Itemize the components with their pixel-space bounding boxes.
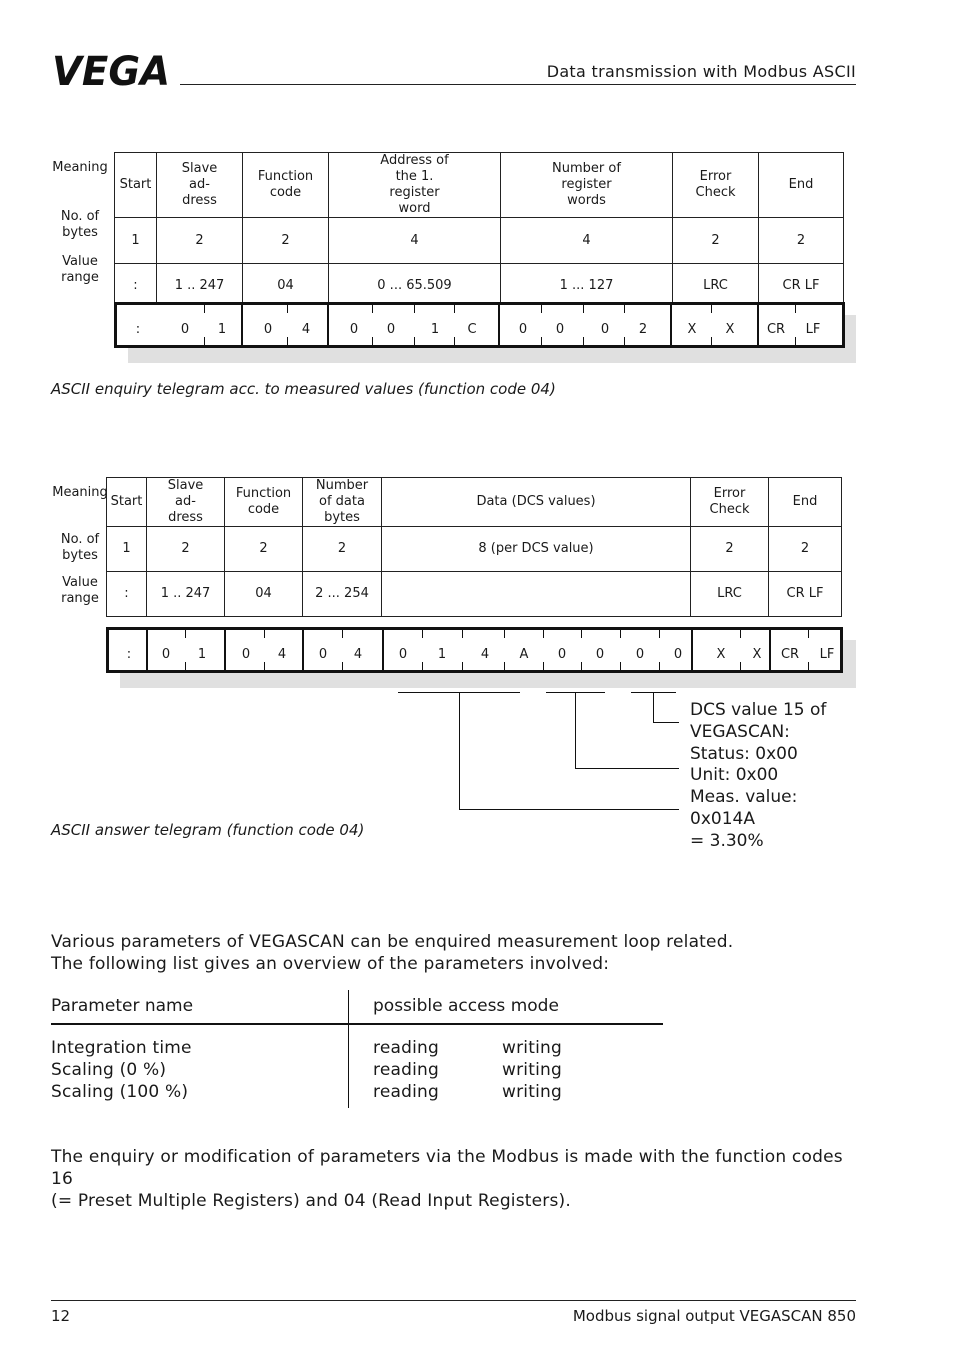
field-meaning: End xyxy=(769,478,842,527)
enquiry-field-table xyxy=(114,152,844,308)
field-meaning: Start xyxy=(115,153,157,218)
field-meaning: Function code xyxy=(243,153,329,218)
char-tick xyxy=(620,662,621,670)
char-tick xyxy=(711,305,712,313)
frame-char: 0 xyxy=(349,322,359,337)
frame-char: 0 xyxy=(595,647,605,662)
field-range: 1 .. 247 xyxy=(157,264,243,308)
field-range: 2 ... 254 xyxy=(303,572,382,617)
frame-char: 4 xyxy=(277,647,287,662)
frame-char: 0 xyxy=(635,647,645,662)
field-range xyxy=(382,572,691,617)
char-tick xyxy=(287,337,288,345)
closing-line: The enquiry or modification of parameters via the Modbus is made with the function codes 16 xyxy=(51,1147,843,1189)
param-read: reading xyxy=(373,1082,439,1102)
field-divider xyxy=(327,305,329,345)
field-bytes: 8 (per DCS value) xyxy=(382,527,691,572)
footer-rule xyxy=(51,1300,856,1301)
field-divider xyxy=(670,305,672,345)
field-bytes: 2 xyxy=(673,218,759,264)
char-tick xyxy=(620,630,621,638)
field-bytes: 2 xyxy=(303,527,382,572)
char-tick xyxy=(504,662,505,670)
header-title: Data transmission with Modbus ASCII xyxy=(546,62,856,81)
closing-paragraph xyxy=(51,1146,856,1212)
char-tick xyxy=(414,305,415,313)
char-tick xyxy=(541,305,542,313)
field-meaning: Error Check xyxy=(691,478,769,527)
row-label-bytes: No. of bytes xyxy=(60,209,100,240)
char-tick xyxy=(740,630,741,638)
intro-line: The following list gives an overview of the parameters involved: xyxy=(51,954,610,974)
char-tick xyxy=(185,662,186,670)
row-label-range: Value range xyxy=(61,254,99,285)
field-bytes: 2 xyxy=(157,218,243,264)
page-number: 12 xyxy=(51,1307,71,1325)
leader-line xyxy=(575,692,576,769)
field-range: 1 ... 127 xyxy=(501,264,673,308)
field-meaning: Number of data bytes xyxy=(303,478,382,527)
char-tick xyxy=(204,337,205,345)
frame-char: X xyxy=(687,322,697,337)
char-tick xyxy=(342,630,343,638)
frame-char: 0 xyxy=(600,322,610,337)
char-tick xyxy=(624,337,625,345)
frame-char: 4 xyxy=(480,647,490,662)
field-bytes: 2 xyxy=(691,527,769,572)
char-tick xyxy=(659,662,660,670)
field-divider xyxy=(757,305,759,345)
frame-char: X xyxy=(716,647,726,662)
param-table-rule xyxy=(51,1023,663,1025)
char-tick xyxy=(543,630,544,638)
note-line: DCS value 15 of xyxy=(690,700,827,720)
closing-line: (= Preset Multiple Registers) and 04 (Read Input Registers). xyxy=(51,1191,571,1211)
field-divider xyxy=(146,630,148,670)
param-write: writing xyxy=(502,1060,562,1080)
field-range: LRC xyxy=(691,572,769,617)
field-divider xyxy=(691,630,693,670)
field-range: CR LF xyxy=(759,264,844,308)
frame-char: 0 xyxy=(241,647,251,662)
field-meaning: End xyxy=(759,153,844,218)
frame-char: 1 xyxy=(437,647,447,662)
frame-char: 0 xyxy=(386,322,396,337)
row-label-bytes: No. of bytes xyxy=(60,532,100,563)
frame-char: 0 xyxy=(263,322,273,337)
note-line: Status: 0x00 xyxy=(690,743,798,764)
char-tick xyxy=(185,630,186,638)
frame-char: 1 xyxy=(430,322,440,337)
field-meaning: Slave ad- dress xyxy=(147,478,225,527)
field-meaning: Slave ad- dress xyxy=(157,153,243,218)
leader-line xyxy=(653,722,679,723)
field-bytes: 2 xyxy=(243,218,329,264)
char-tick xyxy=(543,662,544,670)
enquiry-caption: ASCII enquiry telegram acc. to measured values (function code 04) xyxy=(51,380,556,398)
row-label-meaning: Meaning xyxy=(52,485,108,500)
note-line: Meas. value: xyxy=(690,787,798,808)
char-tick xyxy=(504,630,505,638)
char-tick xyxy=(462,630,463,638)
param-write: writing xyxy=(502,1038,562,1058)
char-tick xyxy=(372,337,373,345)
char-tick xyxy=(624,305,625,313)
param-name: Scaling (0 %) xyxy=(51,1060,167,1080)
char-tick xyxy=(204,305,205,313)
field-divider xyxy=(224,630,226,670)
frame-char: X xyxy=(725,322,735,337)
frame-char: 1 xyxy=(217,322,227,337)
frame-char: 0 xyxy=(180,322,190,337)
char-tick xyxy=(462,662,463,670)
field-divider xyxy=(769,630,771,670)
field-bytes: 4 xyxy=(501,218,673,264)
char-tick xyxy=(414,337,415,345)
char-tick xyxy=(583,337,584,345)
frame-char: 0 xyxy=(518,322,528,337)
param-write-modes xyxy=(502,1037,562,1103)
field-range: : xyxy=(107,572,147,617)
frame-char: X xyxy=(752,647,762,662)
char-tick xyxy=(808,630,809,638)
char-tick xyxy=(422,662,423,670)
param-header-name: Parameter name xyxy=(51,996,194,1016)
field-bytes: 4 xyxy=(329,218,501,264)
frame-char: 0 xyxy=(318,647,328,662)
intro-paragraph xyxy=(51,931,856,975)
frame-char: 1 xyxy=(197,647,207,662)
note-line: = 3.30% xyxy=(690,830,764,851)
param-names xyxy=(51,1037,192,1103)
frame-char: CR xyxy=(766,322,786,337)
frame-char: 0 xyxy=(673,647,683,662)
param-read: reading xyxy=(373,1060,439,1080)
char-tick xyxy=(659,630,660,638)
char-tick xyxy=(287,305,288,313)
frame-char: CR xyxy=(780,647,800,662)
char-tick xyxy=(541,337,542,345)
answer-field-table xyxy=(106,477,842,617)
enquiry-telegram-frame xyxy=(114,302,845,348)
note-line: 0x014A xyxy=(690,808,755,829)
field-range: 04 xyxy=(243,264,329,308)
char-tick xyxy=(342,662,343,670)
leader-line xyxy=(459,809,679,810)
field-meaning: Start xyxy=(107,478,147,527)
char-tick xyxy=(795,337,796,345)
svg-text:VEGA: VEGA xyxy=(52,52,170,88)
param-name: Scaling (100 %) xyxy=(51,1082,189,1102)
char-tick xyxy=(583,305,584,313)
header-rule xyxy=(180,84,856,85)
param-write: writing xyxy=(502,1082,562,1102)
param-name: Integration time xyxy=(51,1038,192,1058)
char-tick xyxy=(711,337,712,345)
frame-char: C xyxy=(467,322,477,337)
footer-title: Modbus signal output VEGASCAN 850 xyxy=(572,1307,856,1325)
char-tick xyxy=(581,662,582,670)
field-bytes: 1 xyxy=(107,527,147,572)
frame-char: 0 xyxy=(398,647,408,662)
param-table-divider xyxy=(348,990,349,1108)
row-label-range: Value range xyxy=(61,575,99,606)
field-range: 0 ... 65.509 xyxy=(329,264,501,308)
char-tick xyxy=(454,305,455,313)
intro-line: Various parameters of VEGASCAN can be enquired measurement loop related. xyxy=(51,932,734,952)
field-meaning: Error Check xyxy=(673,153,759,218)
frame-char: 2 xyxy=(638,322,648,337)
field-divider xyxy=(241,305,243,345)
row-label-meaning: Meaning xyxy=(52,160,108,175)
char-tick xyxy=(372,305,373,313)
field-bytes: 2 xyxy=(225,527,303,572)
param-read-modes xyxy=(373,1037,439,1103)
char-tick xyxy=(264,662,265,670)
field-range: 04 xyxy=(225,572,303,617)
field-divider xyxy=(302,630,304,670)
field-meaning: Address of the 1. register word xyxy=(329,153,501,218)
field-bytes: 1 xyxy=(115,218,157,264)
frame-char: : xyxy=(126,647,132,662)
field-meaning: Data (DCS values) xyxy=(382,478,691,527)
frame-char: 0 xyxy=(161,647,171,662)
char-tick xyxy=(454,337,455,345)
char-tick xyxy=(808,662,809,670)
frame-char: 0 xyxy=(555,322,565,337)
field-bytes: 2 xyxy=(769,527,842,572)
char-tick xyxy=(264,630,265,638)
frame-char: 0 xyxy=(557,647,567,662)
field-bytes: 2 xyxy=(759,218,844,264)
dcs-value-note xyxy=(690,700,826,853)
char-tick xyxy=(740,662,741,670)
field-meaning: Number of register words xyxy=(501,153,673,218)
leader-line xyxy=(459,692,460,810)
note-line: Unit: 0x00 xyxy=(690,765,779,786)
frame-char: : xyxy=(135,322,141,337)
field-range: LRC xyxy=(673,264,759,308)
answer-telegram-frame xyxy=(106,627,843,673)
field-range: CR LF xyxy=(769,572,842,617)
frame-char: A xyxy=(519,647,529,662)
field-bytes: 2 xyxy=(147,527,225,572)
field-range: 1 .. 247 xyxy=(147,572,225,617)
frame-char: LF xyxy=(819,647,835,662)
frame-char: LF xyxy=(805,322,821,337)
leader-line xyxy=(653,692,654,723)
param-read: reading xyxy=(373,1038,439,1058)
char-tick xyxy=(422,630,423,638)
leader-line xyxy=(575,768,679,769)
vega-logo xyxy=(52,52,172,88)
note-line: VEGASCAN: xyxy=(690,721,790,742)
field-divider xyxy=(382,630,384,670)
param-header-mode: possible access mode xyxy=(373,996,559,1016)
frame-char: 4 xyxy=(353,647,363,662)
frame-char: 4 xyxy=(301,322,311,337)
char-tick xyxy=(795,305,796,313)
answer-caption: ASCII answer telegram (function code 04) xyxy=(51,821,365,839)
field-divider xyxy=(498,305,500,345)
field-meaning: Function code xyxy=(225,478,303,527)
field-range: : xyxy=(115,264,157,308)
char-tick xyxy=(581,630,582,638)
